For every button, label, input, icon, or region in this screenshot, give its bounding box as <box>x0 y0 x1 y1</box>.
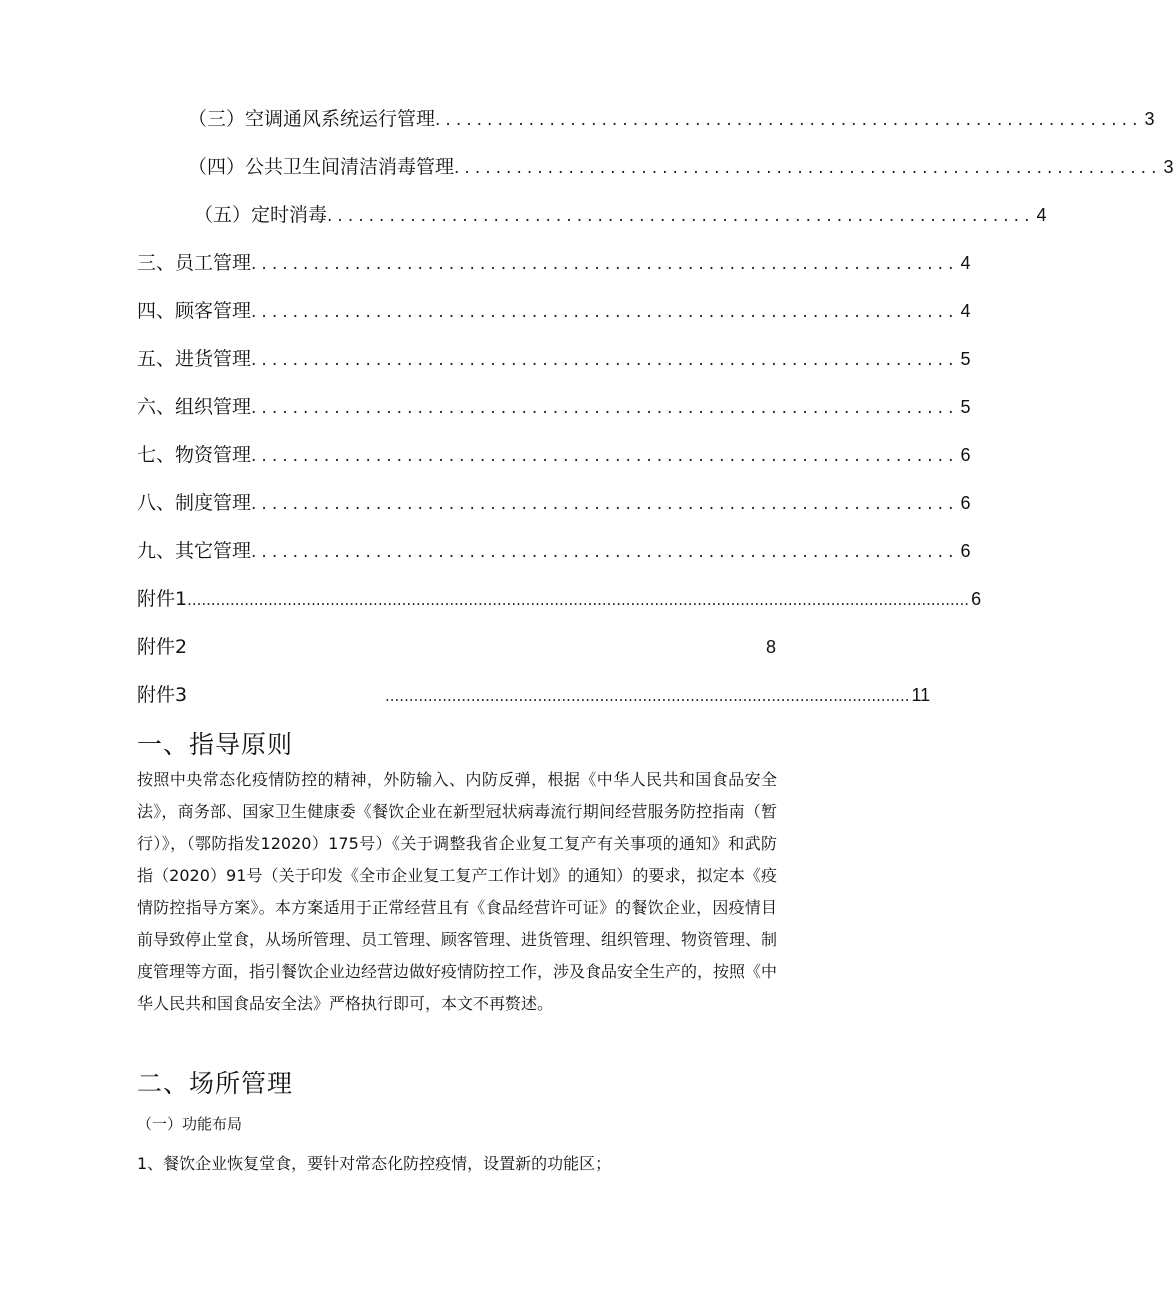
toc-page-number: 8 <box>765 637 776 657</box>
toc-page-number: 6 <box>960 541 971 561</box>
toc-entry[interactable] <box>137 298 971 324</box>
toc-entry[interactable] <box>137 250 971 276</box>
toc-leader: .................................................................... <box>251 254 959 274</box>
toc-entry[interactable] <box>137 490 971 516</box>
toc-page-number: 6 <box>960 445 971 465</box>
toc-page-number: 3 <box>1163 157 1174 177</box>
toc-entry-label: 四、顾客管理 <box>137 300 252 322</box>
toc-entry-label: 附件2 <box>137 636 188 658</box>
toc-page-number: 6 <box>971 589 982 609</box>
toc-leader: .................................................................... <box>251 542 959 562</box>
toc-leader: .................................................................... <box>251 446 959 466</box>
toc-entry[interactable] <box>137 538 971 564</box>
sub-heading: （一）功能布局 <box>137 1115 243 1133</box>
toc-page-number: 3 <box>1144 109 1155 129</box>
toc-entry-label: 八、制度管理 <box>137 492 252 514</box>
toc-page-number: 4 <box>960 301 971 321</box>
paragraph-text: 按照中央常态化疫情防控的精神，外防输入、内防反弹，根据《中华人民共和国食品安全法》，商务部、国家卫生健康委《餐饮企业在新型冠状病毒流行期间经营服务防控指南（暂行）》，（鄂防指发12020）175号）《关于调整我省企业复工复产有关事项的通知》和武防指（2020）91号（关于印发《全市企业复工复产工作计划》的通知）的要求，拟定本《疫情防控指导方案》。本方案适用于正常经营且有《食品经营许可证》的餐饮企业，因疫情目前导致停止堂食，从场所管理、员工管理、顾客管理、进货管理、组织管理、物资管理、制度管理等方面，指引餐饮企业边经营边做好疫情防控工作，涉及食品安全生产的，按照《中华人民共和国食品安全法》严格执行即可，本文不再赘述。 <box>137 770 778 1013</box>
toc-leader: .................................................................... <box>435 110 1143 130</box>
toc-entry[interactable] <box>137 634 776 660</box>
toc-entry[interactable] <box>188 106 1155 132</box>
toc-entry-label: （四）公共卫生间清洁消毒管理 <box>188 156 455 178</box>
toc-entry-label: 五、进货管理 <box>137 348 252 370</box>
toc-entry-label: 附件3 <box>137 684 188 706</box>
toc-leader: .................................................................... <box>327 206 1035 226</box>
toc-entry[interactable] <box>137 442 971 468</box>
toc-entry-label: （五）定时消毒 <box>194 204 328 226</box>
toc-entry-label: 附件1 <box>137 588 188 610</box>
toc-entry-label: 三、员工管理 <box>137 252 252 274</box>
toc-leader: .................................................................... <box>454 158 1162 178</box>
toc-entry[interactable] <box>137 586 982 612</box>
toc-entry[interactable] <box>188 154 1174 180</box>
toc-entry-label: 九、其它管理 <box>137 540 252 562</box>
toc-entry[interactable] <box>194 202 1047 228</box>
toc-entry-label: （三）空调通风系统运行管理 <box>188 108 436 130</box>
toc-leader: .................................................................................................................................................................... <box>187 591 970 609</box>
body-paragraph <box>137 764 777 1020</box>
toc-entry[interactable] <box>137 682 931 708</box>
toc-page-number: 5 <box>960 349 971 369</box>
toc-leader: .............................................................................................................. <box>385 687 910 705</box>
toc-leader: .................................................................... <box>251 302 959 322</box>
toc-entry-label: 六、组织管理 <box>137 396 252 418</box>
toc-page-number: 6 <box>960 493 971 513</box>
toc-page-number: 4 <box>1036 205 1047 225</box>
list-item: 1、餐饮企业恢复堂食，要针对常态化防控疫情，设置新的功能区； <box>137 1154 612 1173</box>
toc-entry[interactable] <box>137 346 971 372</box>
section-heading: 二、场所管理 <box>137 1069 294 1098</box>
toc-entry[interactable] <box>137 394 971 420</box>
toc-page-number: 4 <box>960 253 971 273</box>
toc-page-number: 5 <box>960 397 971 417</box>
toc-leader: .................................................................... <box>251 494 959 514</box>
toc-entry-label: 七、物资管理 <box>137 444 252 466</box>
toc-leader: .................................................................... <box>251 350 959 370</box>
toc-page-number: 11 <box>911 685 931 705</box>
toc-leader: .................................................................... <box>251 398 959 418</box>
section-heading: 一、指导原则 <box>137 730 294 759</box>
